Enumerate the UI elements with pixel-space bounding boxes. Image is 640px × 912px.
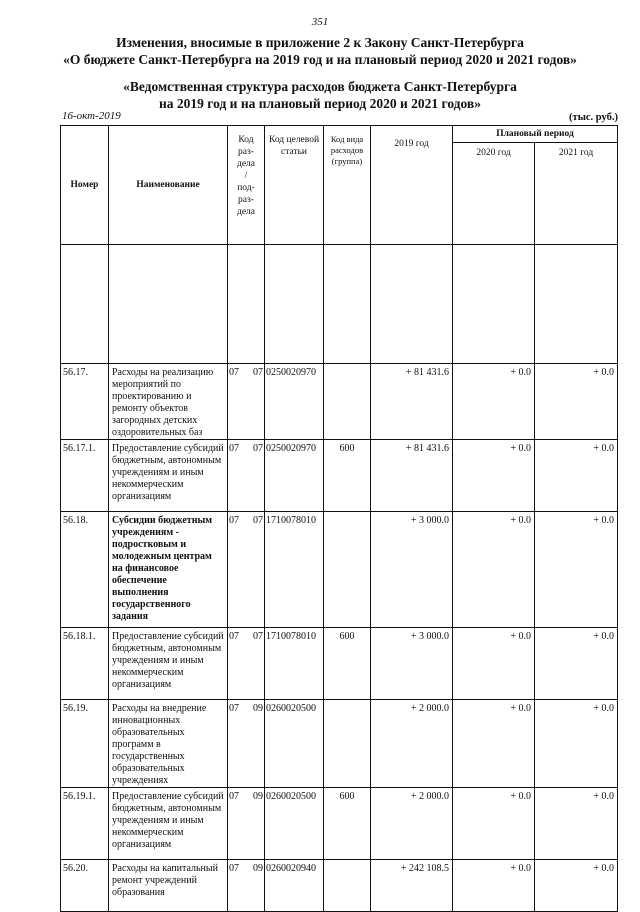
section-code: 07: [229, 863, 239, 874]
subsection-code: 09: [253, 863, 263, 874]
row-target-code: 0260020500: [265, 700, 324, 788]
subsection-code: 07: [253, 515, 263, 526]
row-name: Предоставление субсидий бюджетным, автономным учреждениям и иным некоммерческим организациям: [109, 788, 228, 860]
section-code: 07: [229, 443, 239, 454]
row-value-2019: + 81 431.6: [371, 364, 453, 440]
row-name: Субсидии бюджетным учреждениям - подростковым и молодежным центрам на финансовое обеспечение выполнения государственного задания: [109, 512, 228, 628]
row-value-2021: + 0.0: [535, 788, 618, 860]
subsection-code: 07: [253, 443, 263, 454]
title-line-4: на 2019 год и на плановый период 2020 и 2021 годов»: [159, 96, 481, 111]
row-target-code: 0260020500: [265, 788, 324, 860]
row-target-code: 1710078010: [265, 512, 324, 628]
row-number: 56.19.: [61, 700, 109, 788]
row-value-2021: + 0.0: [535, 700, 618, 788]
row-value-2019: + 2 000.0: [371, 788, 453, 860]
spacer-row: [61, 245, 618, 364]
col-section: Код раз- дела/ под- раз- дела: [228, 126, 265, 245]
col-number: Номер: [61, 126, 109, 245]
row-number: 56.19.1.: [61, 788, 109, 860]
row-value-2020: + 0.0: [453, 628, 535, 700]
row-value-2020: + 0.0: [453, 512, 535, 628]
row-value-2020: + 0.0: [453, 364, 535, 440]
row-value-2020: + 0.0: [453, 440, 535, 512]
row-name: Расходы на внедрение инновационных образовательных программ в государственных образовательных учреждениях: [109, 700, 228, 788]
section-code: 07: [229, 703, 239, 714]
table-row: [61, 512, 618, 628]
row-value-2019: + 81 431.6: [371, 440, 453, 512]
document-date: 16-окт-2019: [62, 110, 121, 122]
row-kind-code: [324, 512, 371, 628]
row-kind-code: 600: [324, 628, 371, 700]
col-target: Код целевой статьи: [265, 126, 324, 245]
col-planned: Плановый период: [453, 126, 618, 143]
table-row: [61, 628, 618, 700]
title-line-1: Изменения, вносимые в приложение 2 к Закону Санкт-Петербурга: [116, 35, 524, 50]
section-code: 07: [229, 367, 239, 378]
row-kind-code: [324, 700, 371, 788]
row-value-2019: + 3 000.0: [371, 512, 453, 628]
budget-table: [60, 125, 618, 912]
row-value-2019: + 2 000.0: [371, 700, 453, 788]
row-section-code: [228, 628, 265, 700]
row-value-2020: + 0.0: [453, 700, 535, 788]
section-code: 07: [229, 791, 239, 802]
table-row: [61, 788, 618, 860]
title-line-2: «О бюджете Санкт-Петербурга на 2019 год и на плановый период 2020 и 2021 годов»: [63, 52, 577, 67]
table-row: [61, 860, 618, 912]
col-kind: Код вида расходов (группа): [324, 126, 371, 245]
row-number: 56.17.1.: [61, 440, 109, 512]
row-section-code: [228, 788, 265, 860]
row-number: 56.18.1.: [61, 628, 109, 700]
row-number: 56.17.: [61, 364, 109, 440]
section-code: 07: [229, 515, 239, 526]
table-row: [61, 440, 618, 512]
row-target-code: 0260020940: [265, 860, 324, 912]
row-target-code: 0250020970: [265, 440, 324, 512]
row-target-code: 0250020970: [265, 364, 324, 440]
row-value-2019: + 242 108.5: [371, 860, 453, 912]
row-value-2021: + 0.0: [535, 364, 618, 440]
table-title: [0, 78, 640, 112]
row-target-code: 1710078010: [265, 628, 324, 700]
subsection-code: 09: [253, 791, 263, 802]
row-value-2021: + 0.0: [535, 860, 618, 912]
table-row: [61, 700, 618, 788]
row-name: Расходы на реализацию мероприятий по проектированию и ремонту объектов загородных детских оздоровительных баз: [109, 364, 228, 440]
row-value-2020: + 0.0: [453, 860, 535, 912]
col-name: Наименование: [109, 126, 228, 245]
row-name: Предоставление субсидий бюджетным, автономным учреждениям и иным некоммерческим организациям: [109, 628, 228, 700]
section-code: 07: [229, 631, 239, 642]
row-name: Предоставление субсидий бюджетным, автономным учреждениям и иным некоммерческим организациям: [109, 440, 228, 512]
row-number: 56.20.: [61, 860, 109, 912]
table-header-row: [61, 126, 618, 143]
subsection-code: 09: [253, 703, 263, 714]
row-number: 56.18.: [61, 512, 109, 628]
row-kind-code: [324, 364, 371, 440]
row-section-code: [228, 364, 265, 440]
row-value-2019: + 3 000.0: [371, 628, 453, 700]
row-kind-code: 600: [324, 440, 371, 512]
table-row: [61, 364, 618, 440]
col-2021: 2021 год: [535, 143, 618, 245]
row-value-2021: + 0.0: [535, 440, 618, 512]
row-section-code: [228, 860, 265, 912]
page-number: 351: [311, 16, 329, 28]
col-2020: 2020 год: [453, 143, 535, 245]
row-section-code: [228, 512, 265, 628]
row-value-2021: + 0.0: [535, 512, 618, 628]
row-value-2021: + 0.0: [535, 628, 618, 700]
row-section-code: [228, 700, 265, 788]
subsection-code: 07: [253, 367, 263, 378]
row-value-2020: + 0.0: [453, 788, 535, 860]
row-kind-code: 600: [324, 788, 371, 860]
row-section-code: [228, 440, 265, 512]
subsection-code: 07: [253, 631, 263, 642]
title-line-3: «Ведомственная структура расходов бюджета Санкт-Петербурга: [123, 79, 517, 94]
col-2019: 2019 год: [371, 126, 453, 245]
row-kind-code: [324, 860, 371, 912]
row-name: Расходы на капитальный ремонт учреждений образования: [109, 860, 228, 912]
document-title: [0, 34, 640, 68]
units-label: (тыс. руб.): [569, 112, 618, 123]
